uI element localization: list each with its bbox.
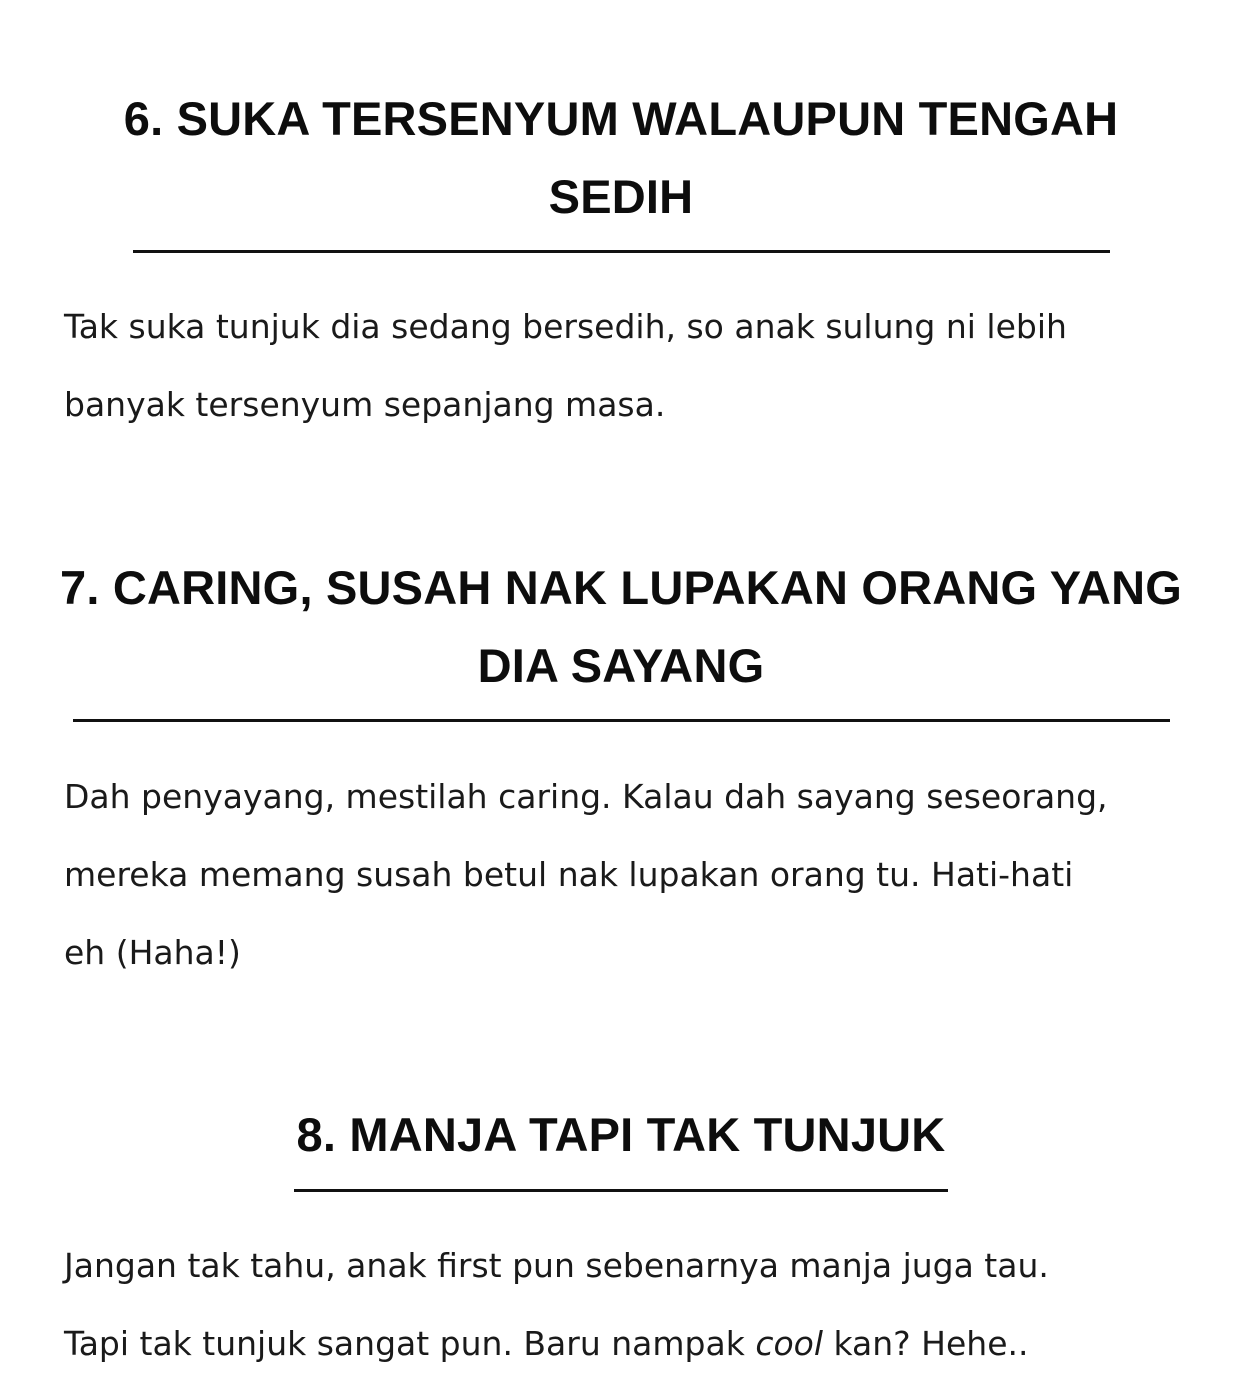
section-7-heading-line-2: DIA SAYANG — [477, 639, 765, 692]
section-8-paragraph — [64, 1227, 1194, 1383]
section-8-paragraph-line-1: Jangan tak tahu, anak first pun sebenarnya manja juga tau. — [64, 1246, 1049, 1285]
section-8-line-2-after: kan? Hehe.. — [823, 1324, 1029, 1363]
section-6-divider — [133, 250, 1110, 253]
section-8-line-2-before: Tapi tak tunjuk sangat pun. Baru nampak — [64, 1324, 756, 1363]
section-6-heading-line-2: SEDIH — [548, 170, 694, 223]
section-8-paragraph-line-2 — [64, 1305, 1194, 1383]
section-7-paragraph-line-1: Dah penyayang, mestilah caring. Kalau dah sayang seseorang, — [64, 777, 1108, 816]
section-8-italic-word: cool — [755, 1324, 824, 1363]
section-8-heading — [60, 1096, 1182, 1174]
section-8-divider — [294, 1189, 948, 1192]
section-6-heading — [60, 80, 1182, 236]
section-6-paragraph-line-1: Tak suka tunjuk dia sedang bersedih, so anak sulung ni lebih — [64, 307, 1067, 346]
section-7-divider — [73, 719, 1170, 722]
section-8-heading-line-1: 8. MANJA TAPI TAK TUNJUK — [296, 1108, 946, 1161]
section-7-paragraph-line-2: mereka memang susah betul nak lupakan orang tu. Hati-hati — [64, 855, 1074, 894]
section-6-heading-line-1: 6. SUKA TERSENYUM WALAUPUN TENGAH — [123, 92, 1119, 145]
section-7-paragraph-line-3: eh (Haha!) — [64, 933, 241, 972]
section-6-paragraph — [64, 288, 1194, 444]
section-7-paragraph — [64, 758, 1194, 992]
section-7-heading-line-1: 7. CARING, SUSAH NAK LUPAKAN ORANG YANG — [60, 561, 1182, 614]
section-6-paragraph-line-2: banyak tersenyum sepanjang masa. — [64, 385, 666, 424]
section-7-heading — [40, 549, 1202, 705]
